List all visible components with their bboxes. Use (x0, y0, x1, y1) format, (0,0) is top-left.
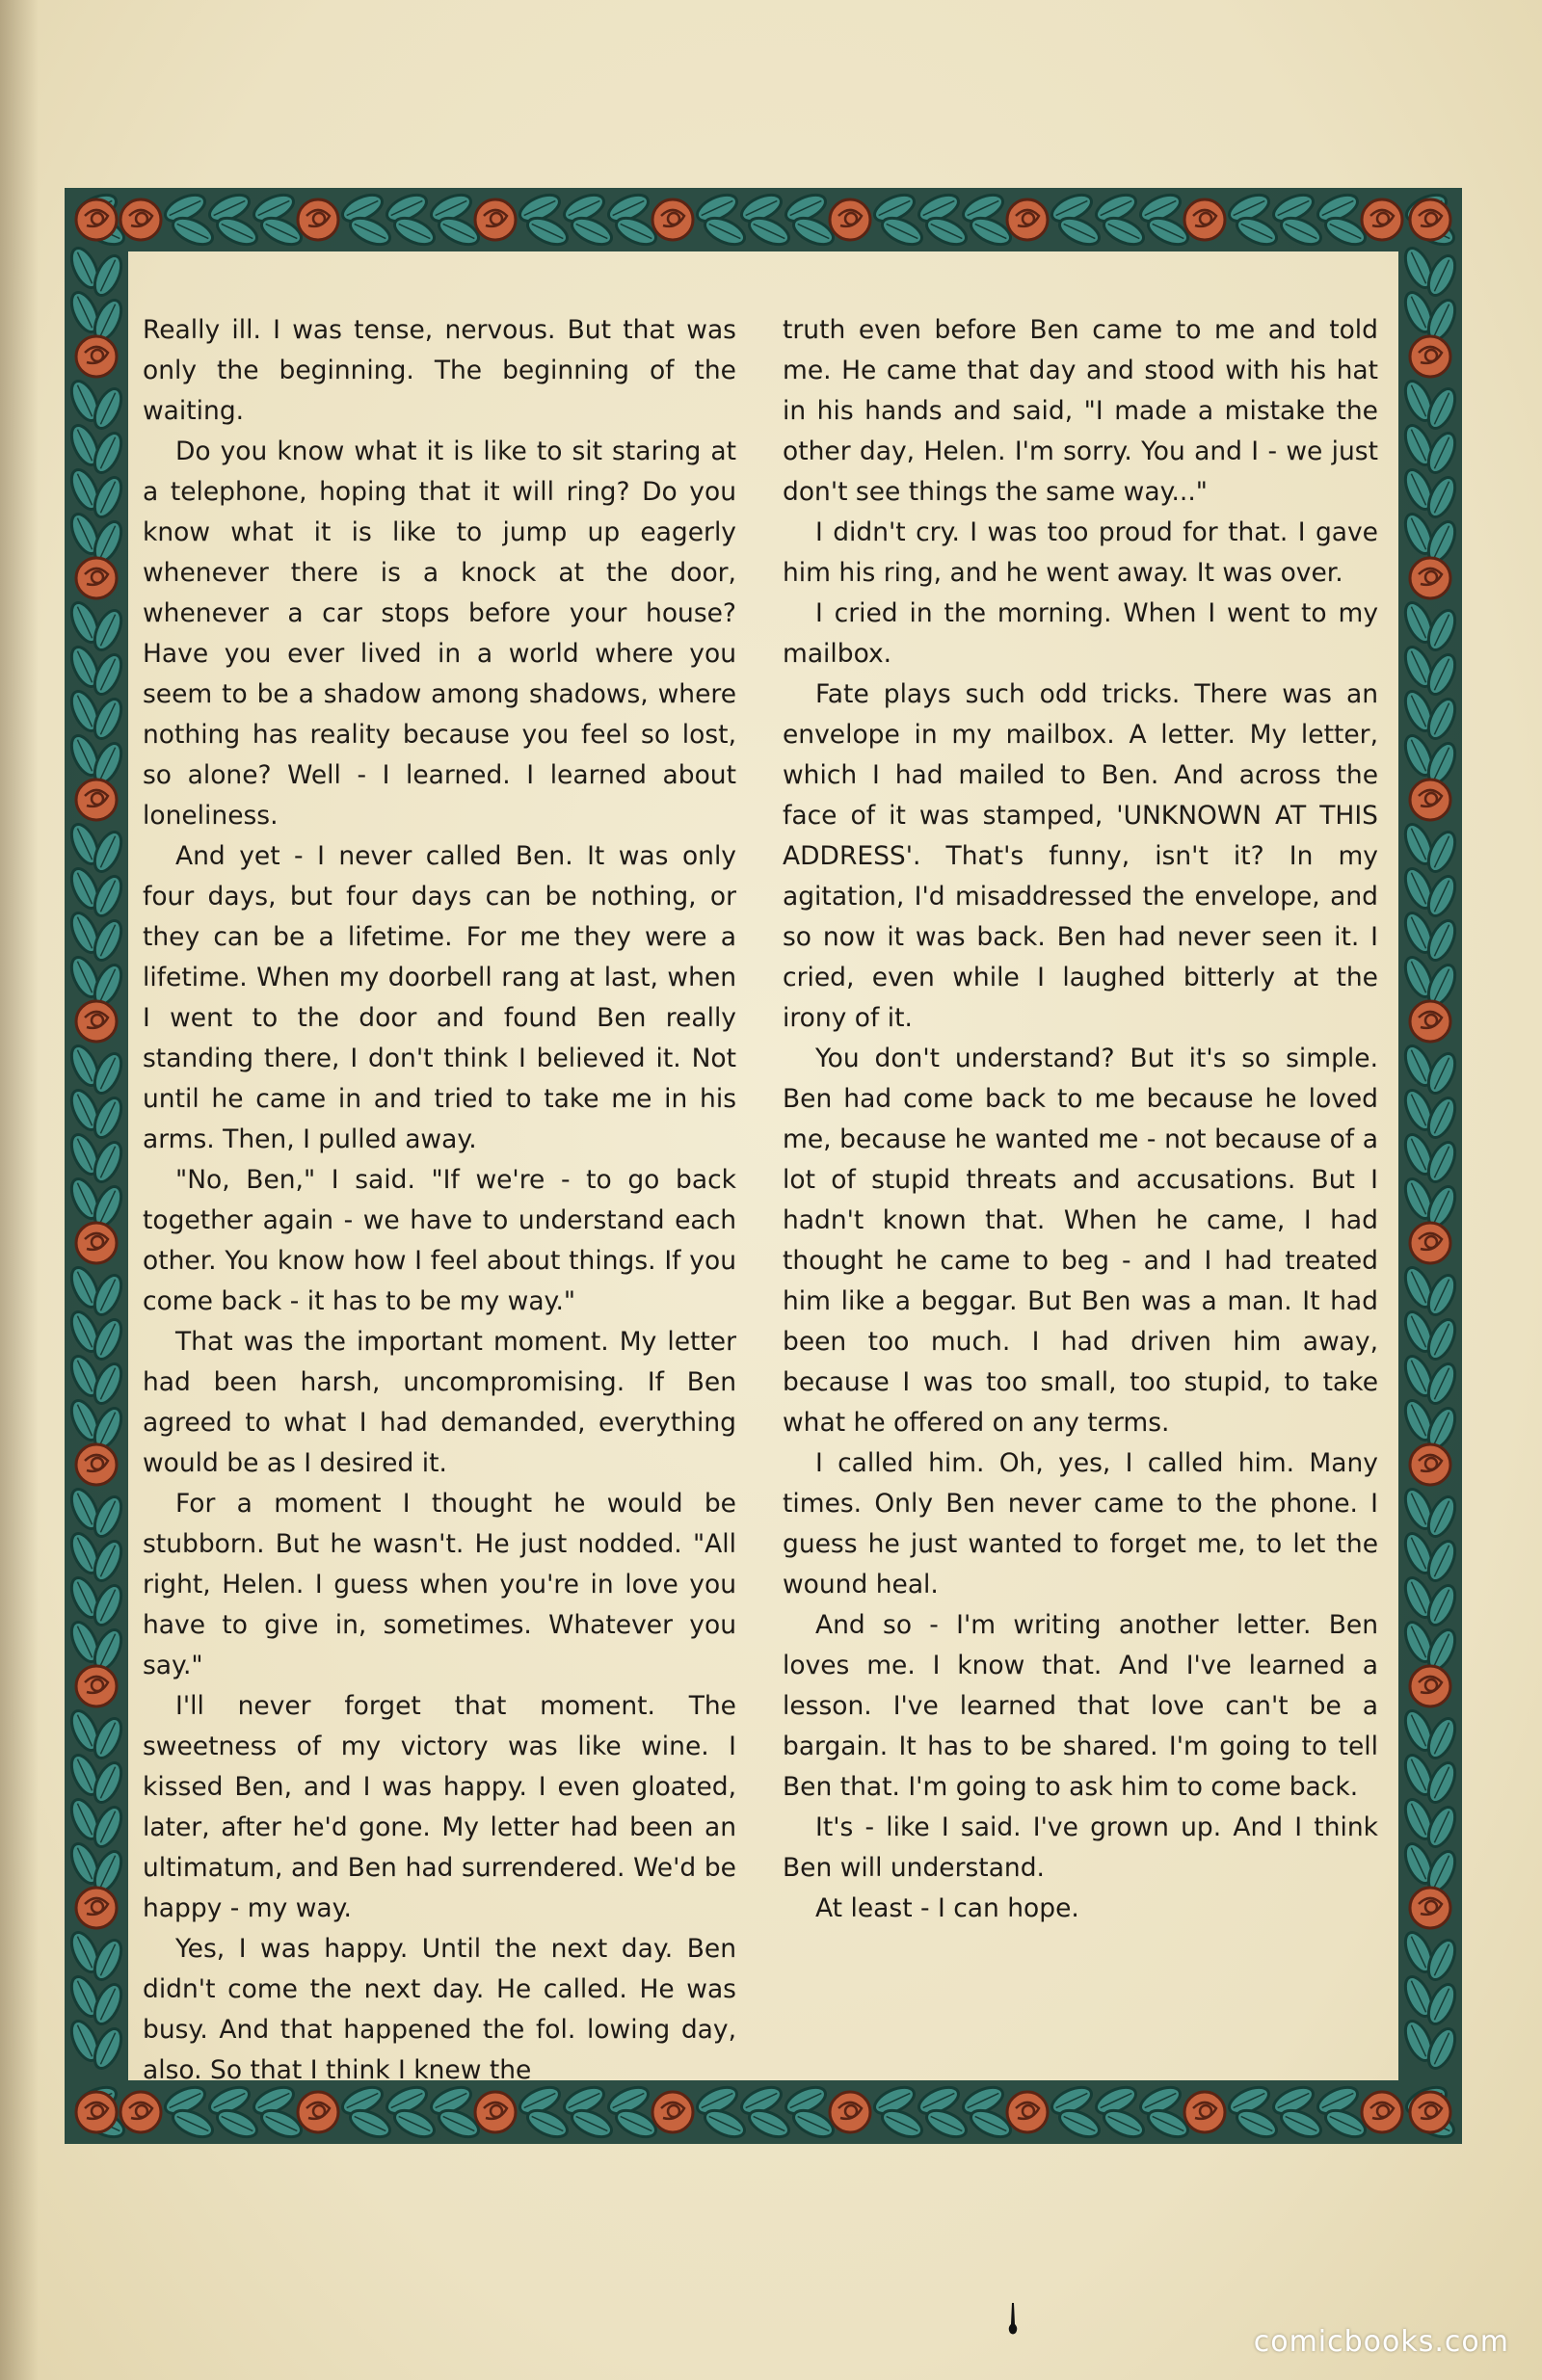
paragraph: For a moment I thought he would be stubborn. But he wasn't. He just nodded. "All right, Helen. I guess when you're in love you have to give in, sometimes. Whatever you say." (143, 1489, 736, 1680)
paragraph: And yet - I never called Ben. It was only four days, but four days can be nothing, or they can be a lifetime. For me they were a lifetime. When my doorbell rang at last, when I went to the door and found Ben really standing there, I don't think I believed it. Not until he came in and tried to take me in his arms. Then, I pulled away. (143, 841, 736, 1154)
story-column-left (143, 310, 736, 2091)
page-spine-shadow (0, 0, 39, 2380)
paragraph: Really ill. I was tense, nervous. But that was only the beginning. The beginning of the waiting. (143, 315, 736, 426)
paragraph: You don't understand? But it's so simple. Ben had come back to me because he loved me, because he wanted me - not because of a lot of stupid threats and accusations. But I hadn't known that. When he came, I had thought he came to beg - and I had treated him like a beggar. But Ben was a man. It had been too much. I had driven him away, because I was too small, too stupid, to take what he offered on any terms. (783, 1044, 1378, 1438)
paragraph: And so - I'm writing another letter. Ben loves me. I know that. And I've learned a lesson. I've learned that love can't be a bargain. It has to be shared. I'm going to tell Ben that. I'm going to ask him to come back. (783, 1610, 1378, 1802)
paragraph: Fate plays such odd tricks. There was an envelope in my mailbox. A letter. My letter, which I had mailed to Ben. And across the face of it was stamped, 'UNKNOWN AT THIS ADDRESS'. That's funny, isn't it? In my agitation, I'd misaddressed the envelope, and so now it was back. Ben had never seen it. I cried, even while I laughed bitterly at the irony of it. (783, 679, 1378, 1033)
paragraph: I cried in the morning. When I went to my mailbox. (783, 598, 1378, 669)
paragraph: Do you know what it is like to sit staring at a telephone, hoping that it will ring? Do you know what it is like to jump up eagerly whenever there is a knock at the door, whenever a car stops before your house? Have you ever lived in a world where you seem to be a shadow among shadows, where nothing has reality because you feel so lost, so alone? Well - I learned. I learned about loneliness. (143, 436, 736, 831)
ink-drip-mark (1005, 2303, 1021, 2336)
site-watermark: comicbooks.com (1253, 2325, 1509, 2359)
paragraph: It's - like I said. I've grown up. And I think Ben will understand. (783, 1812, 1378, 1883)
paragraph: I called him. Oh, yes, I called him. Many times. Only Ben never came to the phone. I guess he just wanted to forget me, to let the wound heal. (783, 1448, 1378, 1600)
story-column-right (783, 310, 1378, 1929)
paragraph: "No, Ben," I said. "If we're - to go back together again - we have to understand each other. You know how I feel about things. If you come back - it has to be my way." (143, 1165, 736, 1316)
paragraph: truth even before Ben came to me and told me. He came that day and stood with his hat in his hands and said, "I made a mistake the other day, Helen. I'm sorry. You and I - we just don't see things the same way..." (783, 315, 1378, 507)
paragraph: That was the important moment. My letter had been harsh, uncompromising. If Ben agreed to what I had demanded, everything would be as I desired it. (143, 1327, 736, 1478)
paragraph: I'll never forget that moment. The sweetness of my victory was like wine. I kissed Ben, and I was happy. I even gloated, later, after he'd gone. My letter had been an ultimatum, and Ben had surrendered. We'd be happy - my way. (143, 1691, 736, 1923)
paragraph: At least - I can hope. (815, 1893, 1079, 1923)
paragraph: I didn't cry. I was too proud for that. I gave him his ring, and he went away. It was over. (783, 517, 1378, 588)
paragraph: Yes, I was happy. Until the next day. Ben didn't come the next day. He called. He was busy. And that happened the fol. lowing day, also. So that I think I knew the (143, 1934, 736, 2085)
